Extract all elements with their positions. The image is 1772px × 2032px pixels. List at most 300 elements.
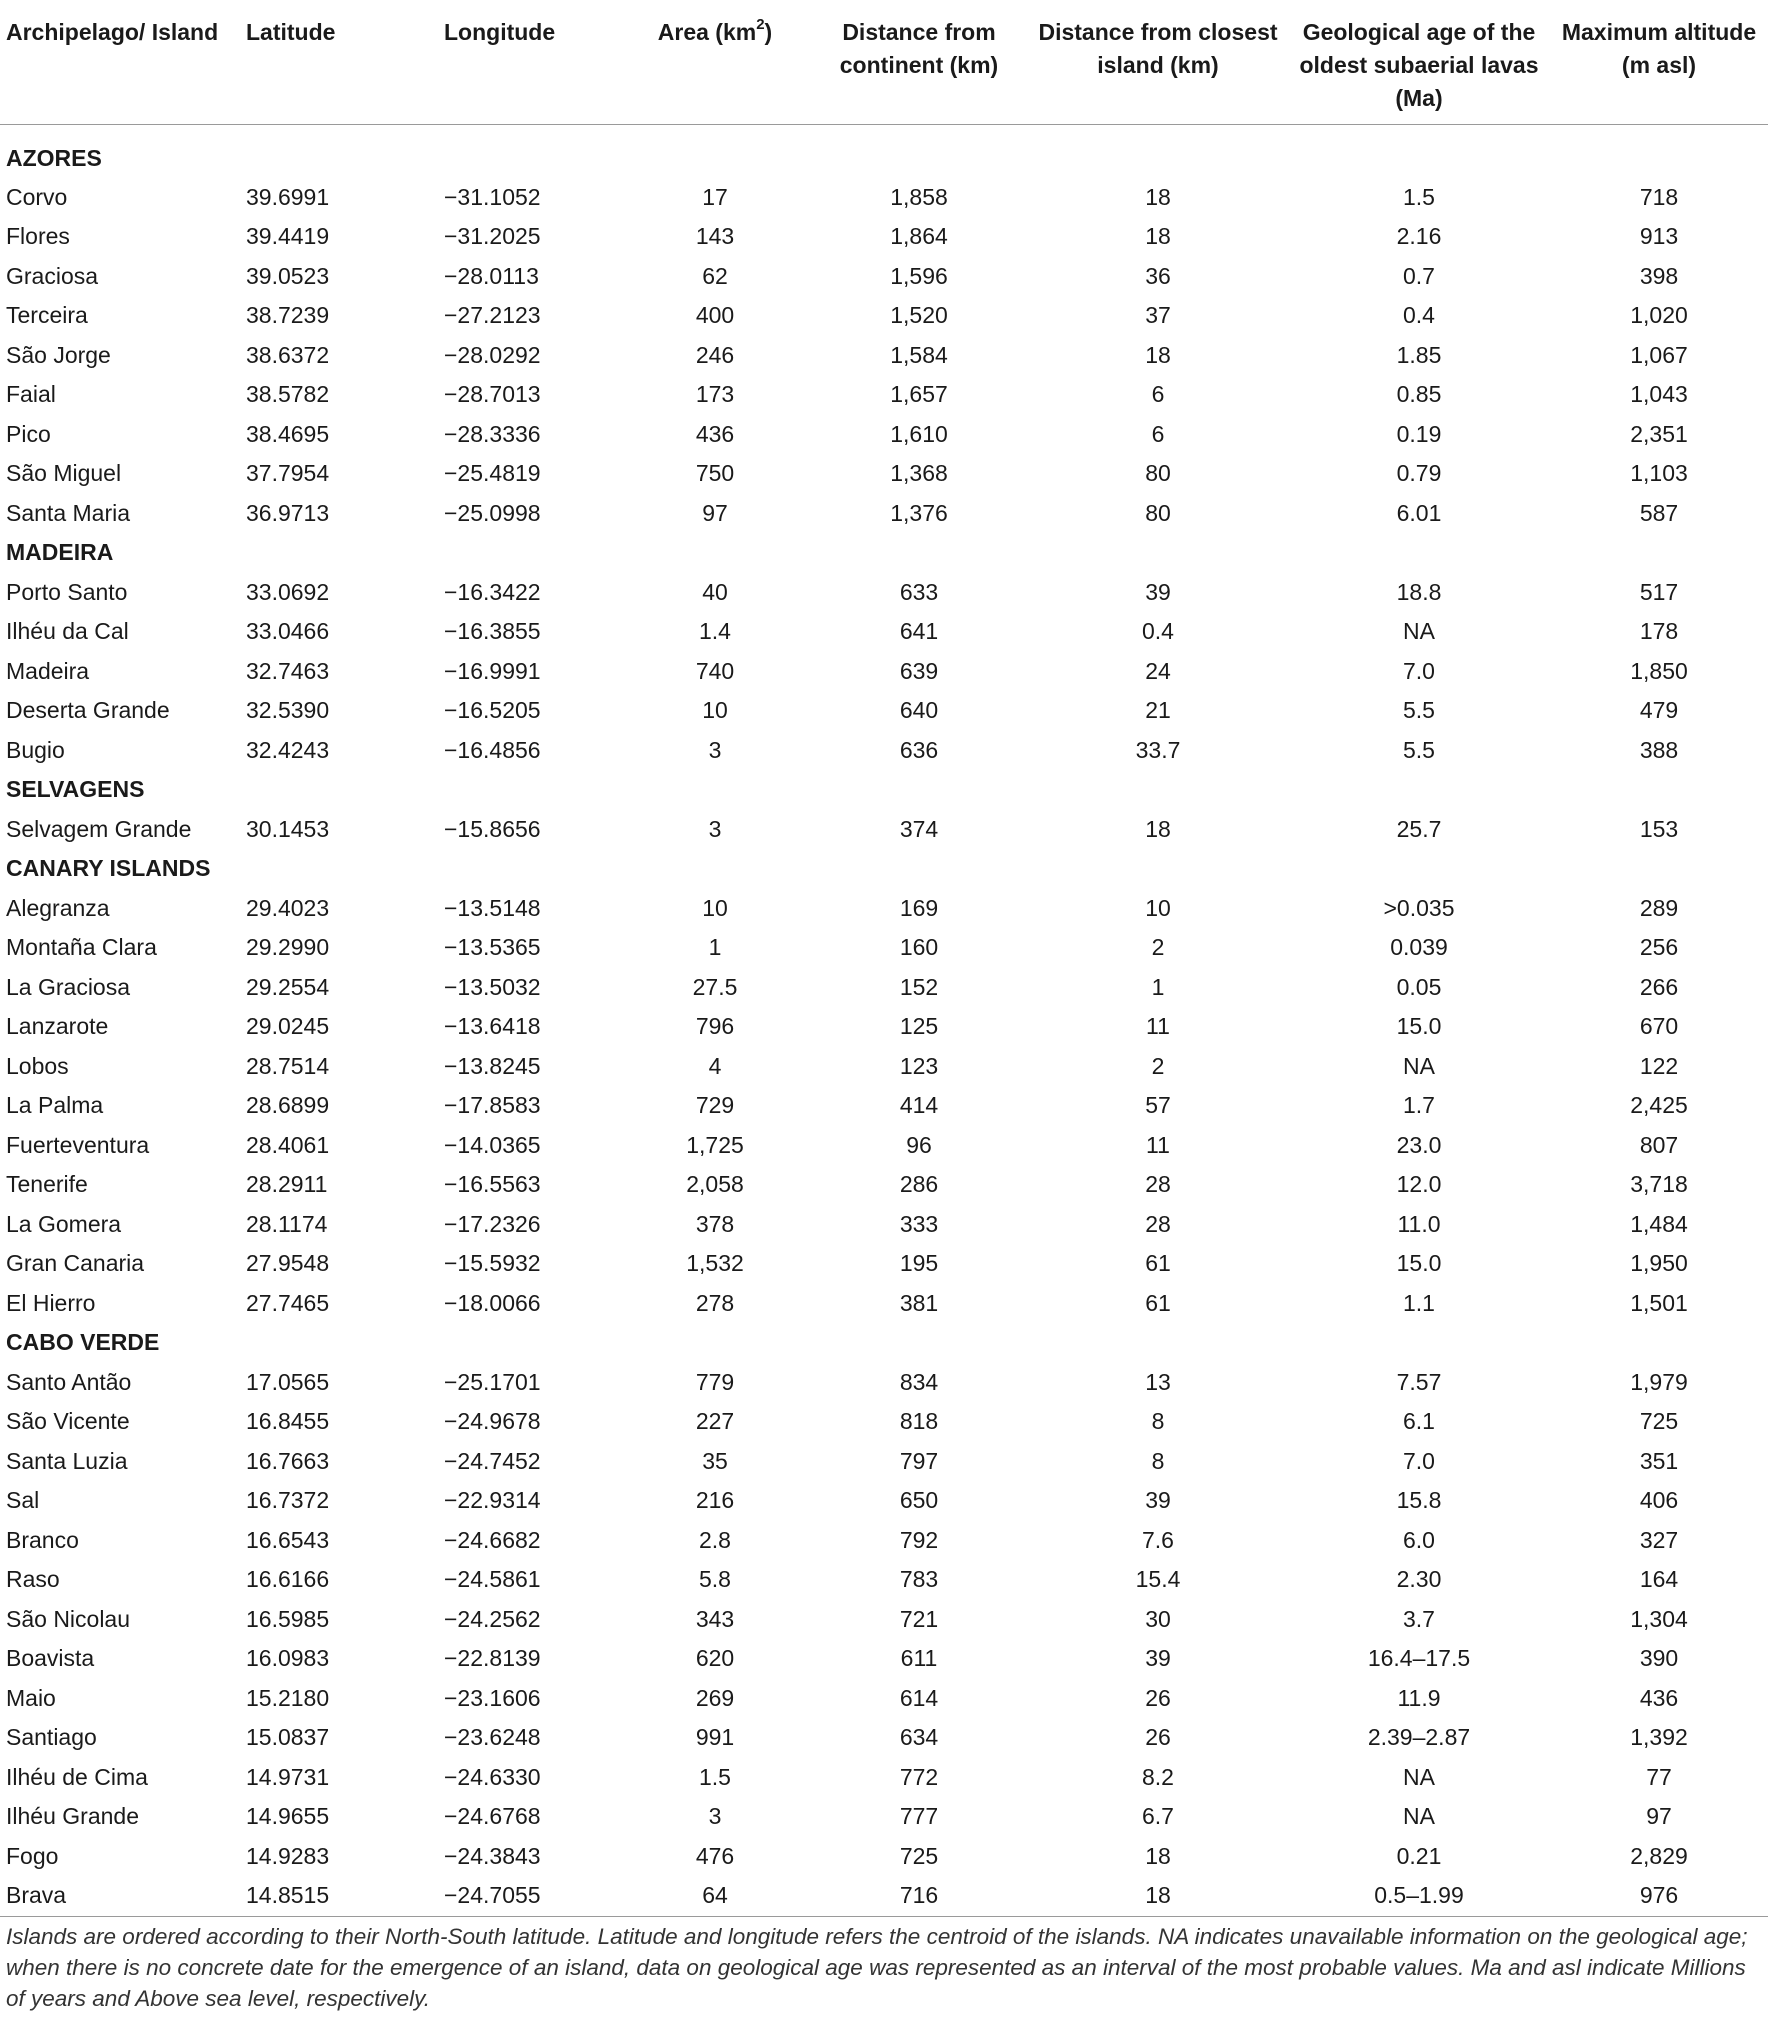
max-altitude-cell: 390	[1639, 1645, 1679, 1672]
distance-continent-cell: 1,858	[890, 183, 948, 210]
distance-island-cell: 7.6	[1142, 1526, 1174, 1553]
table-row	[0, 257, 1768, 297]
distance-island-cell: 61	[1145, 1250, 1171, 1277]
area-cell: 3	[708, 815, 722, 842]
longitude-cell: −16.9991	[444, 657, 541, 684]
area-cell: 10	[702, 697, 728, 724]
latitude-cell: 17.0565	[246, 1368, 330, 1395]
area-cell: 143	[695, 223, 735, 250]
max-altitude-cell: 1,484	[1630, 1210, 1688, 1237]
distance-island-cell: 28	[1145, 1171, 1171, 1198]
longitude-cell: −31.1052	[444, 183, 541, 210]
distance-island-cell: 18	[1145, 1842, 1171, 1869]
geological-age-cell: 1.5	[1403, 183, 1435, 210]
max-altitude-cell: 1,020	[1630, 302, 1688, 329]
island-name: Santo Antão	[6, 1368, 132, 1395]
geological-age-cell: 1.1	[1403, 1289, 1435, 1316]
latitude-cell: 14.9655	[246, 1803, 330, 1830]
max-altitude-cell: 1,979	[1630, 1368, 1688, 1395]
island-name: Faial	[6, 381, 56, 408]
distance-island-cell: 18	[1145, 1882, 1171, 1909]
geological-age-cell: 1.85	[1396, 341, 1442, 368]
latitude-cell: 38.4695	[246, 420, 330, 447]
distance-continent-cell: 611	[900, 1645, 938, 1672]
longitude-cell: −14.0365	[444, 1131, 541, 1158]
island-name: Montaña Clara	[6, 934, 157, 961]
area-cell: 476	[695, 1842, 735, 1869]
island-name: Flores	[6, 223, 70, 250]
longitude-cell: −17.2326	[444, 1210, 541, 1237]
longitude-cell: −15.5932	[444, 1250, 541, 1277]
max-altitude-cell: 77	[1646, 1763, 1672, 1790]
distance-continent-cell: 614	[899, 1684, 939, 1711]
table-row	[0, 454, 1768, 494]
island-name: Ilhéu Grande	[6, 1803, 139, 1830]
distance-island-cell: 26	[1145, 1724, 1171, 1751]
max-altitude-cell: 2,425	[1630, 1092, 1688, 1119]
archipelago-name: CABO VERDE	[6, 1329, 160, 1356]
distance-island-cell: 36	[1145, 262, 1171, 289]
table-row	[0, 1837, 1768, 1877]
table-row	[0, 573, 1768, 613]
distance-island-cell: 26	[1145, 1684, 1171, 1711]
distance-island-cell: 15.4	[1135, 1566, 1181, 1593]
max-altitude-cell: 266	[1639, 973, 1679, 1000]
latitude-cell: 16.0983	[246, 1645, 330, 1672]
max-altitude-cell: 2,351	[1630, 420, 1688, 447]
header-max-altitude: Maximum altitude (m asl)	[1561, 19, 1757, 78]
geological-age-cell: 7.0	[1403, 1447, 1435, 1474]
distance-continent-cell: 650	[899, 1487, 939, 1514]
max-altitude-cell: 479	[1639, 697, 1679, 724]
max-altitude-cell: 1,103	[1630, 460, 1688, 487]
longitude-cell: −24.6768	[444, 1803, 541, 1830]
island-name: São Vicente	[6, 1408, 130, 1435]
island-name: Terceira	[6, 302, 88, 329]
distance-continent-cell: 1,584	[890, 341, 948, 368]
longitude-cell: −24.6682	[444, 1526, 541, 1553]
distance-island-cell: 2	[1151, 1052, 1165, 1079]
table-row	[0, 1718, 1768, 1758]
island-name: Porto Santo	[6, 578, 128, 605]
area-cell: 216	[695, 1487, 735, 1514]
geological-age-cell: 5.5	[1403, 736, 1435, 763]
islands-table	[0, 12, 1768, 2014]
longitude-cell: −27.2123	[444, 302, 541, 329]
max-altitude-cell: 178	[1639, 618, 1679, 645]
distance-island-cell: 10	[1145, 894, 1171, 921]
geological-age-cell: 11.9	[1397, 1684, 1441, 1711]
longitude-cell: −28.0292	[444, 341, 541, 368]
longitude-cell: −23.1606	[444, 1684, 541, 1711]
longitude-cell: −13.6418	[444, 1013, 541, 1040]
longitude-cell: −22.9314	[444, 1487, 541, 1514]
area-cell: 796	[695, 1013, 735, 1040]
distance-continent-cell: 1,610	[890, 420, 948, 447]
geological-age-cell: NA	[1403, 1052, 1435, 1079]
archipelago-name: CANARY ISLANDS	[6, 855, 211, 882]
archipelago-row	[0, 770, 1768, 810]
table-row	[0, 494, 1768, 534]
header-distance-continent: Distance from continent (km)	[839, 19, 999, 78]
area-cell: 5.8	[699, 1566, 731, 1593]
island-name: La Palma	[6, 1092, 104, 1119]
island-name: Madeira	[6, 657, 90, 684]
max-altitude-cell: 976	[1639, 1882, 1679, 1909]
distance-island-cell: 80	[1145, 499, 1171, 526]
table-header	[0, 12, 1768, 124]
max-altitude-cell: 807	[1639, 1131, 1679, 1158]
island-name: Santa Maria	[6, 499, 131, 526]
longitude-cell: −24.9678	[444, 1408, 541, 1435]
table-body	[0, 124, 1768, 1916]
distance-continent-cell: 1,376	[890, 499, 948, 526]
latitude-cell: 32.4243	[246, 736, 330, 763]
latitude-cell: 14.9731	[246, 1763, 330, 1790]
island-name: Bugio	[6, 736, 65, 763]
longitude-cell: −24.2562	[444, 1605, 541, 1632]
distance-island-cell: 57	[1145, 1092, 1171, 1119]
area-cell: 17	[702, 183, 728, 210]
island-name: Fuerteventura	[6, 1131, 150, 1158]
geological-age-cell: 15.8	[1396, 1487, 1442, 1514]
max-altitude-cell: 406	[1639, 1487, 1679, 1514]
archipelago-name: MADEIRA	[6, 539, 114, 566]
header-island: Archipelago/ Island	[6, 19, 219, 45]
area-cell: 1	[708, 934, 722, 961]
island-name: Graciosa	[6, 262, 99, 289]
table-row	[0, 1205, 1768, 1245]
table-row	[0, 968, 1768, 1008]
latitude-cell: 39.6991	[246, 183, 330, 210]
table-row	[0, 1007, 1768, 1047]
table-row	[0, 178, 1768, 218]
geological-age-cell: 0.05	[1396, 973, 1442, 1000]
longitude-cell: −16.4856	[444, 736, 541, 763]
table-row	[0, 928, 1768, 968]
geological-age-cell: 0.039	[1390, 934, 1448, 961]
table-row	[0, 1047, 1768, 1087]
distance-island-cell: 8.2	[1142, 1763, 1174, 1790]
geological-age-cell: 23.0	[1396, 1131, 1442, 1158]
geological-age-cell: 2.16	[1396, 223, 1442, 250]
longitude-cell: −24.5861	[444, 1566, 541, 1593]
area-cell: 4	[708, 1052, 722, 1079]
distance-continent-cell: 414	[899, 1092, 939, 1119]
max-altitude-cell: 1,043	[1630, 381, 1688, 408]
island-name: São Nicolau	[6, 1605, 131, 1632]
distance-continent-cell: 725	[899, 1842, 939, 1869]
longitude-cell: −23.6248	[444, 1724, 541, 1751]
longitude-cell: −16.3855	[444, 618, 541, 645]
distance-continent-cell: 195	[899, 1250, 939, 1277]
area-cell: 750	[695, 460, 735, 487]
area-cell: 2.8	[699, 1526, 731, 1553]
distance-continent-cell: 169	[899, 894, 939, 921]
max-altitude-cell: 164	[1639, 1566, 1679, 1593]
island-name: Deserta Grande	[6, 697, 170, 724]
longitude-cell: −18.0066	[444, 1289, 541, 1316]
longitude-cell: −17.8583	[444, 1092, 541, 1119]
longitude-cell: −25.4819	[444, 460, 541, 487]
area-cell: 173	[695, 381, 735, 408]
area-cell: 620	[695, 1645, 735, 1672]
max-altitude-cell: 725	[1639, 1408, 1679, 1435]
distance-island-cell: 24	[1145, 657, 1171, 684]
geological-age-cell: 7.57	[1396, 1368, 1442, 1395]
distance-continent-cell: 1,368	[890, 460, 948, 487]
latitude-cell: 28.2911	[246, 1171, 328, 1198]
island-name: Sal	[6, 1487, 40, 1514]
distance-island-cell: 80	[1145, 460, 1171, 487]
max-altitude-cell: 1,950	[1630, 1250, 1688, 1277]
table-row	[0, 731, 1768, 771]
header-area-close: )	[764, 19, 773, 45]
max-altitude-cell: 1,392	[1630, 1724, 1688, 1751]
geological-age-cell: 2.39–2.87	[1367, 1724, 1471, 1751]
area-cell: 1.5	[699, 1763, 731, 1790]
longitude-cell: −13.5148	[444, 894, 541, 921]
area-cell: 400	[695, 302, 735, 329]
distance-island-cell: 33.7	[1135, 736, 1181, 763]
longitude-cell: −13.5365	[444, 934, 541, 961]
geological-age-cell: 0.4	[1403, 302, 1435, 329]
latitude-cell: 28.4061	[246, 1131, 330, 1158]
max-altitude-cell: 3,718	[1630, 1171, 1688, 1198]
geological-age-cell: 18.8	[1396, 578, 1442, 605]
header-area	[620, 12, 810, 124]
table-row	[0, 1284, 1768, 1324]
island-name: Fogo	[6, 1842, 59, 1869]
max-altitude-cell: 913	[1639, 223, 1679, 250]
header-geological-age: Geological age of the oldest subaerial lavas (Ma)	[1299, 19, 1539, 111]
geological-age-cell: 0.5–1.99	[1374, 1882, 1464, 1909]
distance-continent-cell: 374	[899, 815, 939, 842]
max-altitude-cell: 2,829	[1630, 1842, 1688, 1869]
island-name: La Graciosa	[6, 973, 131, 1000]
longitude-cell: −15.8656	[444, 815, 541, 842]
geological-age-cell: 0.7	[1403, 262, 1435, 289]
area-cell: 227	[695, 1408, 735, 1435]
archipelago-name: AZORES	[6, 144, 102, 171]
island-name: Santa Luzia	[6, 1447, 128, 1474]
geological-age-cell: NA	[1403, 1803, 1435, 1830]
geological-age-cell: 7.0	[1403, 657, 1435, 684]
geological-age-cell: 1.7	[1403, 1092, 1435, 1119]
table-row	[0, 889, 1768, 929]
distance-continent-cell: 818	[899, 1408, 939, 1435]
distance-island-cell: 6	[1151, 420, 1165, 447]
area-cell: 1,725	[686, 1131, 744, 1158]
max-altitude-cell: 122	[1639, 1052, 1679, 1079]
latitude-cell: 38.5782	[246, 381, 330, 408]
longitude-cell: −22.8139	[444, 1645, 541, 1672]
latitude-cell: 14.9283	[246, 1842, 330, 1869]
distance-continent-cell: 721	[899, 1605, 939, 1632]
island-name: Raso	[6, 1566, 60, 1593]
latitude-cell: 16.6166	[246, 1566, 330, 1593]
latitude-cell: 38.7239	[246, 302, 330, 329]
area-cell: 991	[695, 1724, 735, 1751]
max-altitude-cell: 1,501	[1630, 1289, 1688, 1316]
area-cell: 269	[695, 1684, 735, 1711]
geological-age-cell: >0.035	[1383, 894, 1455, 921]
distance-island-cell: 18	[1145, 183, 1171, 210]
table-row	[0, 1758, 1768, 1798]
area-cell: 97	[702, 499, 728, 526]
header-area-label: Area (km	[657, 19, 757, 45]
area-cell: 2,058	[686, 1171, 744, 1198]
latitude-cell: 28.7514	[246, 1052, 330, 1079]
area-cell: 3	[708, 1803, 722, 1830]
area-cell: 343	[695, 1605, 735, 1632]
island-name: São Miguel	[6, 460, 122, 487]
max-altitude-cell: 351	[1639, 1447, 1679, 1474]
longitude-cell: −28.0113	[444, 262, 539, 289]
distance-continent-cell: 640	[899, 697, 939, 724]
max-altitude-cell: 718	[1639, 183, 1679, 210]
island-name: Tenerife	[6, 1171, 88, 1198]
distance-continent-cell: 160	[899, 934, 939, 961]
longitude-cell: −28.3336	[444, 420, 541, 447]
distance-continent-cell: 716	[899, 1882, 939, 1909]
max-altitude-cell: 436	[1639, 1684, 1679, 1711]
table-row	[0, 810, 1768, 850]
table-row	[0, 1560, 1768, 1600]
area-cell: 740	[695, 657, 735, 684]
longitude-cell: −24.7055	[444, 1882, 541, 1909]
table-footer	[0, 1916, 1768, 2014]
latitude-cell: 15.2180	[246, 1684, 330, 1711]
footnote: Islands are ordered according to their North-South latitude. Latitude and longitude refers the centroid of the islands. NA indicates unavailable information on the geological age; when there is no concrete date for the emergence of an island, data on geological age was represented as an interval of the most probable values. Ma and asl indicate Millions of years and Above sea level, respectively.	[0, 1916, 1768, 2014]
geological-age-cell: 25.7	[1396, 815, 1442, 842]
max-altitude-cell: 256	[1639, 934, 1679, 961]
header-longitude: Longitude	[444, 19, 556, 45]
distance-island-cell: 6	[1151, 381, 1165, 408]
table-row	[0, 1363, 1768, 1403]
distance-island-cell: 28	[1145, 1210, 1171, 1237]
table-row	[0, 1797, 1768, 1837]
island-name: Ilhéu da Cal	[6, 618, 129, 645]
max-altitude-cell: 1,067	[1630, 341, 1688, 368]
distance-island-cell: 21	[1145, 697, 1171, 724]
distance-island-cell: 39	[1145, 1487, 1171, 1514]
distance-island-cell: 39	[1145, 578, 1171, 605]
geological-age-cell: 15.0	[1396, 1250, 1442, 1277]
distance-island-cell: 1	[1151, 973, 1165, 1000]
latitude-cell: 14.8515	[246, 1882, 330, 1909]
distance-continent-cell: 381	[899, 1289, 939, 1316]
area-cell: 64	[702, 1882, 728, 1909]
distance-island-cell: 61	[1145, 1289, 1171, 1316]
archipelago-row	[0, 124, 1768, 178]
geological-age-cell: 11.0	[1397, 1210, 1441, 1237]
latitude-cell: 33.0466	[246, 618, 330, 645]
geological-age-cell: 0.85	[1396, 381, 1442, 408]
distance-island-cell: 39	[1145, 1645, 1171, 1672]
table-row	[0, 1600, 1768, 1640]
distance-continent-cell: 639	[899, 657, 939, 684]
max-altitude-cell: 670	[1639, 1013, 1679, 1040]
table-row	[0, 1876, 1768, 1916]
latitude-cell: 28.6899	[246, 1092, 330, 1119]
distance-continent-cell: 641	[899, 618, 939, 645]
geological-age-cell: NA	[1403, 618, 1435, 645]
header-area-sup: 2	[756, 16, 765, 34]
latitude-cell: 29.4023	[246, 894, 330, 921]
table-row	[0, 612, 1768, 652]
latitude-cell: 29.0245	[246, 1013, 330, 1040]
max-altitude-cell: 97	[1646, 1803, 1672, 1830]
area-cell: 378	[695, 1210, 735, 1237]
distance-island-cell: 18	[1145, 341, 1171, 368]
table-row	[0, 1244, 1768, 1284]
geological-age-cell: 15.0	[1396, 1013, 1442, 1040]
longitude-cell: −16.5563	[444, 1171, 541, 1198]
latitude-cell: 38.6372	[246, 341, 330, 368]
area-cell: 436	[695, 420, 735, 447]
geological-age-cell: 16.4–17.5	[1367, 1645, 1471, 1672]
distance-island-cell: 11	[1146, 1131, 1170, 1158]
island-name: Selvagem Grande	[6, 815, 192, 842]
table-row	[0, 652, 1768, 692]
latitude-cell: 27.9548	[246, 1250, 330, 1277]
latitude-cell: 28.1174	[246, 1210, 328, 1237]
distance-island-cell: 13	[1145, 1368, 1171, 1395]
area-cell: 27.5	[692, 973, 738, 1000]
latitude-cell: 37.7954	[246, 460, 330, 487]
area-cell: 246	[695, 341, 735, 368]
distance-continent-cell: 1,520	[890, 302, 948, 329]
distance-continent-cell: 96	[906, 1131, 932, 1158]
geological-age-cell: 2.30	[1396, 1566, 1442, 1593]
table-row	[0, 1679, 1768, 1719]
island-name: Ilhéu de Cima	[6, 1763, 148, 1790]
distance-island-cell: 30	[1145, 1605, 1171, 1632]
distance-continent-cell: 152	[899, 973, 939, 1000]
distance-island-cell: 6.7	[1142, 1803, 1174, 1830]
distance-continent-cell: 1,657	[890, 381, 948, 408]
latitude-cell: 32.5390	[246, 697, 330, 724]
max-altitude-cell: 587	[1639, 499, 1679, 526]
area-cell: 10	[702, 894, 728, 921]
archipelago-name: SELVAGENS	[6, 776, 145, 803]
distance-continent-cell: 333	[899, 1210, 939, 1237]
latitude-cell: 16.7663	[246, 1447, 330, 1474]
longitude-cell: −16.3422	[444, 578, 541, 605]
geological-age-cell: 6.0	[1403, 1526, 1435, 1553]
table-row	[0, 375, 1768, 415]
distance-island-cell: 8	[1151, 1408, 1165, 1435]
distance-island-cell: 8	[1151, 1447, 1165, 1474]
max-altitude-cell: 398	[1639, 262, 1679, 289]
distance-continent-cell: 783	[899, 1566, 939, 1593]
longitude-cell: −24.6330	[444, 1763, 541, 1790]
island-name: Santiago	[6, 1724, 97, 1751]
distance-continent-cell: 772	[899, 1763, 939, 1790]
geological-age-cell: 0.19	[1396, 420, 1442, 447]
area-cell: 1,532	[686, 1250, 744, 1277]
max-altitude-cell: 327	[1639, 1526, 1679, 1553]
table-row	[0, 415, 1768, 455]
longitude-cell: −28.7013	[444, 381, 541, 408]
max-altitude-cell: 388	[1639, 736, 1679, 763]
island-name: Brava	[6, 1882, 67, 1909]
archipelago-row	[0, 849, 1768, 889]
longitude-cell: −16.5205	[444, 697, 541, 724]
distance-continent-cell: 125	[899, 1013, 939, 1040]
distance-island-cell: 11	[1146, 1013, 1170, 1040]
